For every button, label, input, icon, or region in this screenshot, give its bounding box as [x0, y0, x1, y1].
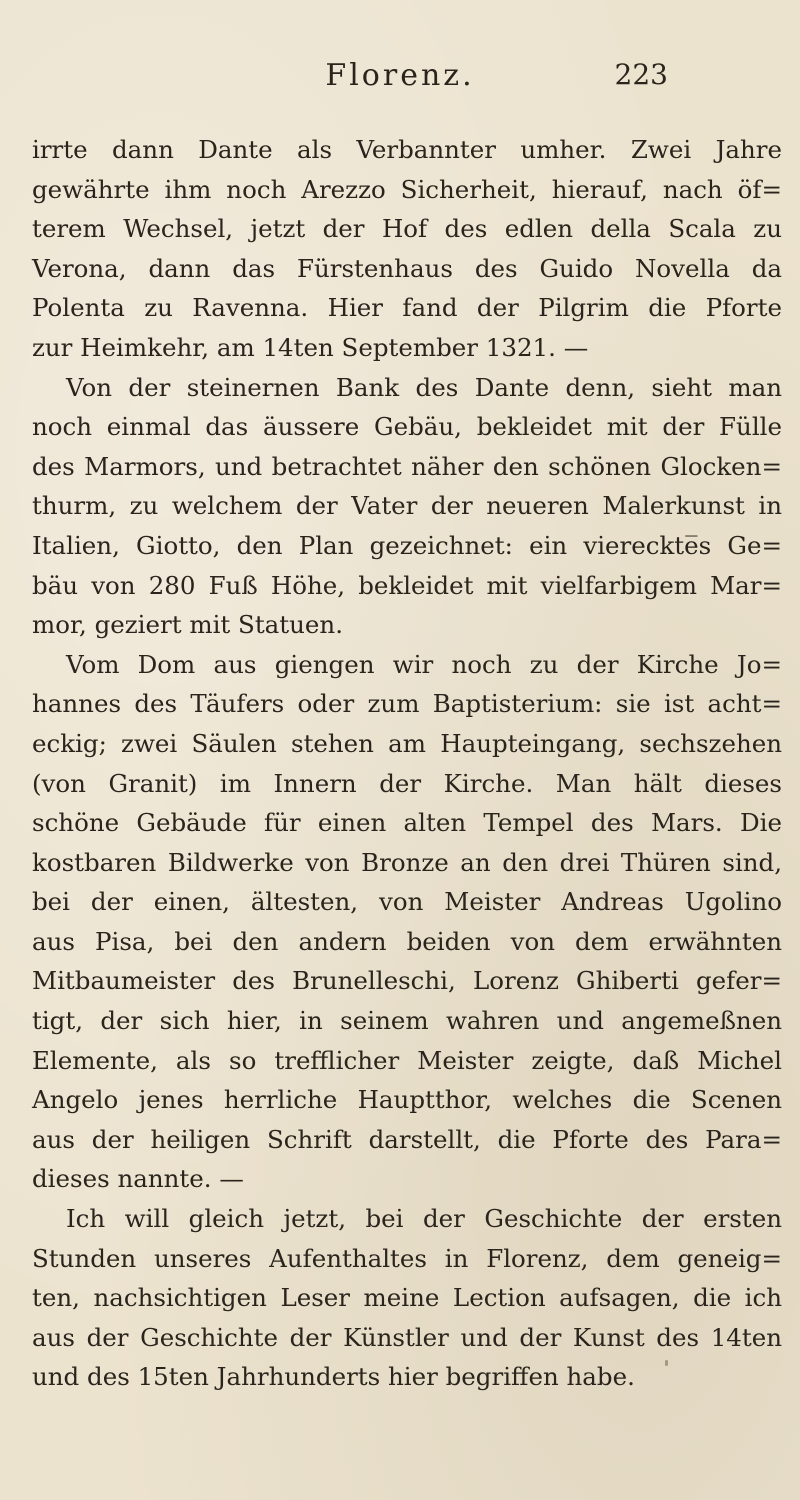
text-line: gewährte ihm noch Arezzo Sicherheit, hierauf, nach öf= [32, 174, 782, 204]
text-line: aus der Geschichte der Künstler und der Kunst des 14ten [32, 1322, 782, 1352]
text-line: Verona, dann das Fürstenhaus des Guido Novella da [32, 253, 782, 283]
text-line: zur Heimkehr, am 14ten September 1321. — [32, 332, 589, 362]
text-line: Von der steinernen Bank des Dante denn, sieht man [66, 372, 782, 402]
text-line: thurm, zu welchem der Vater der neueren Malerkunst in [32, 491, 782, 521]
text-line: Italien, Giotto, den Plan gezeichnet: ein viereckte̅s Ge= [32, 530, 782, 560]
running-head [0, 50, 800, 100]
text-line: des Marmors, und betrachtet näher den schönen Glocken= [32, 451, 782, 481]
text-line: bei der einen, ältesten, von Meister Andreas Ugolino [32, 887, 782, 917]
text-line: irrte dann Dante als Verbannter umher. Zwei Jahre [32, 135, 782, 164]
text-line: Ich will gleich jetzt, bei der Geschichte der ersten [66, 1204, 782, 1234]
text-line: und des 15ten Jahrhunderts hier begriffen habe. [32, 1362, 635, 1392]
text-line: terem Wechsel, jetzt der Hof des edlen della Scala zu [32, 214, 782, 244]
text-line: Stunden unseres Aufenthaltes in Florenz, dem geneig= [32, 1243, 782, 1273]
text-line: Angelo jenes herrliche Hauptthor, welches die Scenen [32, 1085, 782, 1115]
text-line: Elemente, als so trefflicher Meister zeigte, daß Michel [32, 1045, 782, 1075]
page-number: 223 [614, 58, 668, 91]
paper-speck [665, 1360, 668, 1366]
text-line: ten, nachsichtigen Leser meine Lection aufsagen, die ich [32, 1283, 782, 1313]
text-line: eckig; zwei Säulen stehen am Haupteingang, sechszehen [32, 728, 782, 758]
text-line: hannes des Täufers oder zum Baptisterium: sie ist acht= [32, 689, 782, 719]
text-line: mor, geziert mit Statuen. [32, 610, 343, 640]
text-line: bäu von 280 Fuß Höhe, bekleidet mit vielfarbigem Mar= [32, 570, 782, 600]
text-line: aus der heiligen Schrift darstellt, die Pforte des Para= [32, 1124, 782, 1154]
text-line: (von Granit) im Innern der Kirche. Man hält dieses [32, 768, 782, 798]
text-line: Polenta zu Ravenna. Hier fand der Pilgrim die Pforte [32, 293, 782, 323]
text-line: noch einmal das äussere Gebäu, bekleidet mit der Fülle [32, 412, 782, 442]
text-line: kostbaren Bildwerke von Bronze an den drei Thüren sind, [32, 847, 782, 877]
text-line: Mitbaumeister des Brunelleschi, Lorenz Ghiberti gefer= [32, 966, 782, 996]
running-title: Florenz. [325, 58, 475, 93]
text-line: aus Pisa, bei den andern beiden von dem erwähnten [32, 926, 782, 956]
body-text [32, 130, 782, 1397]
text-line: schöne Gebäude für einen alten Tempel des Mars. Die [32, 808, 782, 838]
text-line: tigt, der sich hier, in seinem wahren und angemeßnen [32, 1006, 782, 1036]
text-line: dieses nannte. — [32, 1164, 244, 1194]
text-line: Vom Dom aus giengen wir noch zu der Kirche Jo= [66, 649, 782, 679]
